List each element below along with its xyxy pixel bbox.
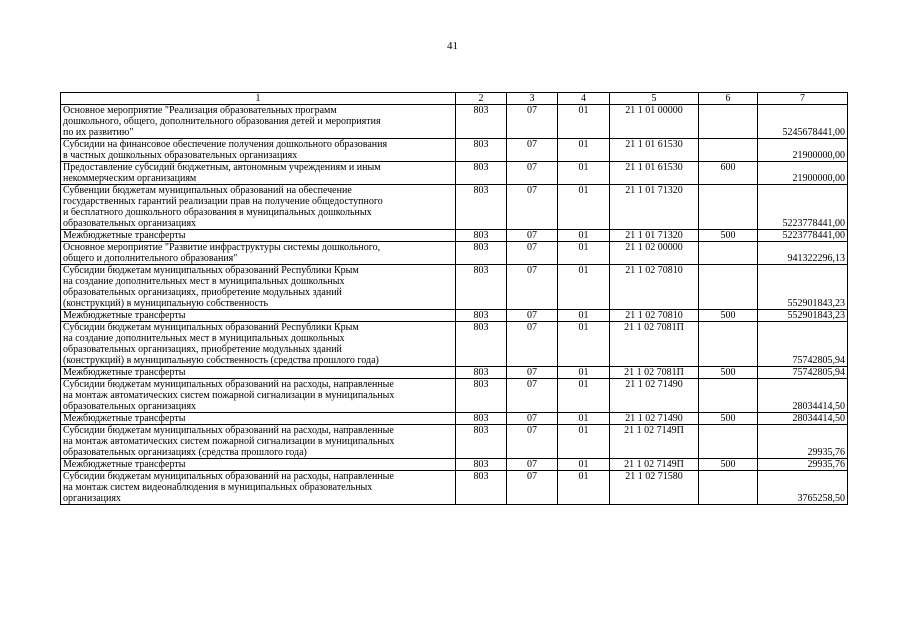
expense-type-cell bbox=[699, 265, 758, 310]
subsection-cell: 01 bbox=[558, 413, 610, 425]
expense-type-cell: 600 bbox=[699, 162, 758, 185]
expense-type-cell bbox=[699, 139, 758, 162]
subsection-cell: 01 bbox=[558, 379, 610, 413]
target-article-cell: 21 1 02 70810 bbox=[610, 310, 699, 322]
target-article-cell: 21 1 02 7081П bbox=[610, 367, 699, 379]
table-row bbox=[61, 367, 848, 379]
target-article-cell: 21 1 02 00000 bbox=[610, 242, 699, 265]
table-row bbox=[61, 242, 848, 265]
admin-code-cell: 803 bbox=[456, 413, 507, 425]
amount-cell: 552901843,23 bbox=[758, 265, 848, 310]
expense-type-cell bbox=[699, 471, 758, 505]
table-row bbox=[61, 471, 848, 505]
section-cell: 07 bbox=[507, 105, 558, 139]
description-cell: Межбюджетные трансферты bbox=[61, 459, 456, 471]
amount-cell: 28034414,50 bbox=[758, 379, 848, 413]
admin-code-cell: 803 bbox=[456, 459, 507, 471]
section-cell: 07 bbox=[507, 367, 558, 379]
section-cell: 07 bbox=[507, 471, 558, 505]
amount-cell: 3765258,50 bbox=[758, 471, 848, 505]
expense-type-cell bbox=[699, 105, 758, 139]
table-row bbox=[61, 230, 848, 242]
amount-cell: 21900000,00 bbox=[758, 139, 848, 162]
target-article-cell: 21 1 01 61530 bbox=[610, 139, 699, 162]
admin-code-cell: 803 bbox=[456, 242, 507, 265]
description-cell: Субсидии бюджетам муниципальных образований на расходы, направленные на монтаж автоматических систем пожарной сигнализации в муниципальных образовательных организациях (средства прошлого года) bbox=[61, 425, 456, 459]
description-cell: Межбюджетные трансферты bbox=[61, 413, 456, 425]
target-article-cell: 21 1 02 7149П bbox=[610, 459, 699, 471]
subsection-cell: 01 bbox=[558, 185, 610, 230]
table-body bbox=[61, 105, 848, 505]
expense-type-cell: 500 bbox=[699, 310, 758, 322]
table-row bbox=[61, 379, 848, 413]
section-cell: 07 bbox=[507, 459, 558, 471]
subsection-cell: 01 bbox=[558, 425, 610, 459]
header-col-5: 5 bbox=[610, 93, 699, 105]
admin-code-cell: 803 bbox=[456, 322, 507, 367]
amount-cell: 29935,76 bbox=[758, 459, 848, 471]
subsection-cell: 01 bbox=[558, 310, 610, 322]
description-cell: Субвенции бюджетам муниципальных образований на обеспечение государственных гарантий реализации прав на получение общедоступного и бесплатного дошкольного образования в муниципальных дошкольных образовательных организациях bbox=[61, 185, 456, 230]
description-cell: Субсидии бюджетам муниципальных образований на расходы, направленные на монтаж автоматических систем пожарной сигнализации в муниципальных образовательных организациях bbox=[61, 379, 456, 413]
subsection-cell: 01 bbox=[558, 139, 610, 162]
admin-code-cell: 803 bbox=[456, 230, 507, 242]
expense-type-cell: 500 bbox=[699, 230, 758, 242]
expense-type-cell bbox=[699, 185, 758, 230]
table-row bbox=[61, 185, 848, 230]
table-row bbox=[61, 139, 848, 162]
expense-type-cell: 500 bbox=[699, 459, 758, 471]
description-cell: Субсидии бюджетам муниципальных образований на расходы, направленные на монтаж систем видеонаблюдения в муниципальных образовательных организациях bbox=[61, 471, 456, 505]
expense-type-cell bbox=[699, 242, 758, 265]
description-cell: Предоставление субсидий бюджетным, автономным учреждениям и иным некоммерческим организациям bbox=[61, 162, 456, 185]
description-cell: Межбюджетные трансферты bbox=[61, 310, 456, 322]
amount-cell: 941322296,13 bbox=[758, 242, 848, 265]
header-col-4: 4 bbox=[558, 93, 610, 105]
subsection-cell: 01 bbox=[558, 367, 610, 379]
header-row bbox=[61, 93, 848, 105]
amount-cell: 29935,76 bbox=[758, 425, 848, 459]
target-article-cell: 21 1 02 7081П bbox=[610, 322, 699, 367]
admin-code-cell: 803 bbox=[456, 139, 507, 162]
budget-table bbox=[60, 92, 848, 505]
table-row bbox=[61, 162, 848, 185]
target-article-cell: 21 1 02 71490 bbox=[610, 413, 699, 425]
description-cell: Субсидии бюджетам муниципальных образований Республики Крым на создание дополнительных мест в муниципальных дошкольных образовательных организациях, приобретение модульных зданий (конструкций) в муниципальную собственность bbox=[61, 265, 456, 310]
section-cell: 07 bbox=[507, 379, 558, 413]
expense-type-cell: 500 bbox=[699, 367, 758, 379]
target-article-cell: 21 1 02 71580 bbox=[610, 471, 699, 505]
section-cell: 07 bbox=[507, 230, 558, 242]
description-cell: Основное мероприятие "Реализация образовательных программ дошкольного, общего, дополнительного образования детей и мероприятия по их развитию" bbox=[61, 105, 456, 139]
target-article-cell: 21 1 02 7149П bbox=[610, 425, 699, 459]
amount-cell: 75742805,94 bbox=[758, 322, 848, 367]
header-col-7: 7 bbox=[758, 93, 848, 105]
target-article-cell: 21 1 01 61530 bbox=[610, 162, 699, 185]
header-col-3: 3 bbox=[507, 93, 558, 105]
amount-cell: 21900000,00 bbox=[758, 162, 848, 185]
section-cell: 07 bbox=[507, 242, 558, 265]
target-article-cell: 21 1 01 71320 bbox=[610, 230, 699, 242]
table-row bbox=[61, 425, 848, 459]
header-col-2: 2 bbox=[456, 93, 507, 105]
section-cell: 07 bbox=[507, 162, 558, 185]
amount-cell: 28034414,50 bbox=[758, 413, 848, 425]
table-row bbox=[61, 459, 848, 471]
target-article-cell: 21 1 02 70810 bbox=[610, 265, 699, 310]
table-row bbox=[61, 413, 848, 425]
subsection-cell: 01 bbox=[558, 230, 610, 242]
admin-code-cell: 803 bbox=[456, 367, 507, 379]
amount-cell: 5223778441,00 bbox=[758, 185, 848, 230]
expense-type-cell bbox=[699, 322, 758, 367]
expense-type-cell: 500 bbox=[699, 413, 758, 425]
header-col-6: 6 bbox=[699, 93, 758, 105]
table-row bbox=[61, 310, 848, 322]
page-number: 41 bbox=[447, 40, 458, 52]
subsection-cell: 01 bbox=[558, 105, 610, 139]
subsection-cell: 01 bbox=[558, 459, 610, 471]
section-cell: 07 bbox=[507, 322, 558, 367]
section-cell: 07 bbox=[507, 139, 558, 162]
header-col-1: 1 bbox=[61, 93, 456, 105]
admin-code-cell: 803 bbox=[456, 425, 507, 459]
table-row bbox=[61, 322, 848, 367]
admin-code-cell: 803 bbox=[456, 310, 507, 322]
amount-cell: 75742805,94 bbox=[758, 367, 848, 379]
admin-code-cell: 803 bbox=[456, 185, 507, 230]
expense-type-cell bbox=[699, 379, 758, 413]
admin-code-cell: 803 bbox=[456, 265, 507, 310]
target-article-cell: 21 1 01 00000 bbox=[610, 105, 699, 139]
admin-code-cell: 803 bbox=[456, 379, 507, 413]
section-cell: 07 bbox=[507, 310, 558, 322]
subsection-cell: 01 bbox=[558, 242, 610, 265]
subsection-cell: 01 bbox=[558, 471, 610, 505]
description-cell: Субсидии бюджетам муниципальных образований Республики Крым на создание дополнительных мест в муниципальных дошкольных образовательных организациях, приобретение модульных зданий (конструкций) в муниципальную собственность (средства прошлого года) bbox=[61, 322, 456, 367]
table-row bbox=[61, 105, 848, 139]
description-cell: Межбюджетные трансферты bbox=[61, 230, 456, 242]
amount-cell: 552901843,23 bbox=[758, 310, 848, 322]
table-row bbox=[61, 265, 848, 310]
section-cell: 07 bbox=[507, 425, 558, 459]
subsection-cell: 01 bbox=[558, 265, 610, 310]
target-article-cell: 21 1 01 71320 bbox=[610, 185, 699, 230]
section-cell: 07 bbox=[507, 413, 558, 425]
subsection-cell: 01 bbox=[558, 162, 610, 185]
admin-code-cell: 803 bbox=[456, 471, 507, 505]
target-article-cell: 21 1 02 71490 bbox=[610, 379, 699, 413]
description-cell: Субсидии на финансовое обеспечение получения дошкольного образования в частных дошкольных образовательных организациях bbox=[61, 139, 456, 162]
admin-code-cell: 803 bbox=[456, 162, 507, 185]
section-cell: 07 bbox=[507, 265, 558, 310]
description-cell: Межбюджетные трансферты bbox=[61, 367, 456, 379]
expense-type-cell bbox=[699, 425, 758, 459]
description-cell: Основное мероприятие "Развитие инфраструктуры системы дошкольного, общего и дополнительного образования" bbox=[61, 242, 456, 265]
admin-code-cell: 803 bbox=[456, 105, 507, 139]
amount-cell: 5223778441,00 bbox=[758, 230, 848, 242]
subsection-cell: 01 bbox=[558, 322, 610, 367]
section-cell: 07 bbox=[507, 185, 558, 230]
amount-cell: 5245678441,00 bbox=[758, 105, 848, 139]
